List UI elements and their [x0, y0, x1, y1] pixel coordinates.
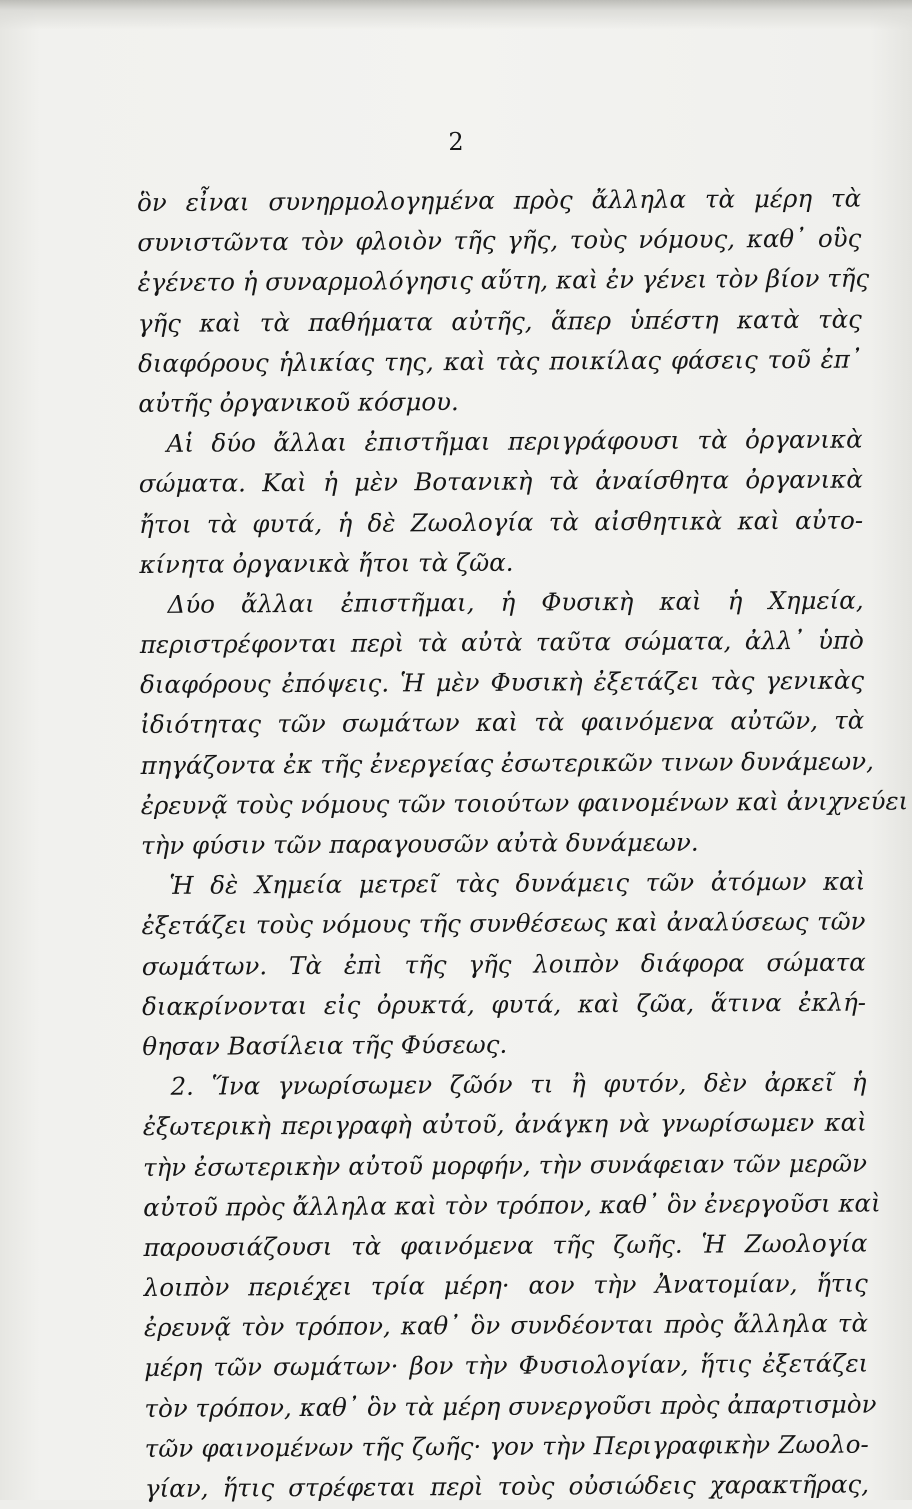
text-line: Αἱ δύο ἄλλαι ἐπιστῆμαι περιγράφουσι τὰ ὀργανικὰ — [166, 424, 863, 458]
text-line: αὐτοῦ πρὸς ἄλληλα καὶ τὸν τρόπον, καθ᾽ ὃν ἐνεργοῦσι καὶ — [143, 1188, 881, 1222]
text-line: ἤτοι τὰ φυτά, ἡ δὲ Ζωολογία τὰ αἰσθητικὰ καὶ αὐτο- — [138, 505, 864, 539]
text-line: Δύο ἄλλαι ἐπιστῆμαι, ἡ Φυσικὴ καὶ ἡ Χημεία, — [167, 585, 864, 619]
text-line: τὴν φύσιν τῶν παραγουσῶν αὐτὰ δυνάμεων. — [140, 827, 699, 860]
text-line: ὃν εἶναι συνηρμολογημένα πρὸς ἄλληλα τὰ μέρη τὰ — [137, 183, 862, 217]
text-line: θησαν Βασίλεια τῆς Φύσεως. — [142, 1029, 508, 1061]
text-line: διαφόρους ἡλικίας της, καὶ τὰς ποικίλας φάσεις τοῦ ἐπ᾽ — [138, 344, 863, 378]
text-line: τὸν τρόπον, καθ᾽ ὃν τὰ μέρη συνεργοῦσι πρὸς ἀπαρτισμὸν — [144, 1389, 877, 1423]
text-line: ἐξωτερικὴ περιγραφὴ αὐτοῦ, ἀνάγκη νὰ γνωρίσωμεν καὶ — [142, 1107, 867, 1142]
text-line: περιστρέφονται περὶ τὰ αὐτὰ ταῦτα σώματα, ἀλλ᾽ ὑπὸ — [139, 625, 864, 660]
text-line: σώματα. Καὶ ἡ μὲν Βοτανικὴ τὰ ἀναίσθητα ὀργανικὰ — [138, 464, 863, 499]
text-line: ἐρευνᾷ τὸν τρόπον, καθ᾽ ὃν συνδέονται πρὸς ἄλληλα τὰ — [143, 1308, 869, 1343]
text-line: 2. Ἵνα γνωρίσωμεν ζῶόν τι ἢ φυτόν, δὲν ἀρκεῖ ἡ — [170, 1067, 867, 1101]
text-line: συνιστῶντα τὸν φλοιὸν τῆς γῆς, τοὺς νόμους, καθ᾽ οὓς — [137, 223, 862, 258]
text-line: τῶν φαινομένων τῆς ζωῆς· γον τὴν Περιγραφικὴν Ζωολο- — [144, 1429, 869, 1463]
text-line: τὴν ἐσωτερικὴν αὐτοῦ μορφήν, τὴν συνάφειαν τῶν μερῶν — [142, 1148, 868, 1182]
text-line: αὐτῆς ὀργανικοῦ κόσμου. — [138, 386, 459, 418]
text-line: πηγάζοντα ἐκ τῆς ἐνεργείας ἐσωτερικῶν τινων δυνάμεων, — [140, 746, 875, 780]
text-line: ἐγένετο ἡ συναρμολόγησις αὕτη, καὶ ἐν γένει τὸν βίον τῆς — [137, 263, 870, 298]
text-line: μέρη τῶν σωμάτων· βον τὴν Φυσιολογίαν, ἥτις ἐξετάζει — [144, 1348, 869, 1383]
text-line: Ἡ δὲ Χημεία μετρεῖ τὰς δυνάμεις τῶν ἀτόμων καὶ — [169, 866, 866, 901]
text-line: διαφόρους ἐπόψεις. Ἡ μὲν Φυσικὴ ἐξετάζει τὰς γενικὰς — [139, 665, 865, 700]
text-line: παρουσιάζουσι τὰ φαινόμενα τῆς ζωῆς. Ἡ Ζωολογία — [143, 1228, 868, 1262]
text-line: γῆς καὶ τὰ παθήματα αὐτῆς, ἅπερ ὑπέστη κατὰ τὰς — [137, 304, 862, 338]
body-text — [137, 179, 909, 1509]
text-line: λοιπὸν περιέχει τρία μέρη· αον τὴν Ἀνατομίαν, ἥτις — [143, 1268, 868, 1303]
text-line: ἐξετάζει τοὺς νόμους τῆς συνθέσεως καὶ ἀναλύσεως τῶν — [141, 906, 866, 941]
text-line: ἐρευνᾷ τοὺς νόμους τῶν τοιούτων φαινομένων καὶ ἀνιχνεύει — [140, 786, 909, 820]
page-number: 2 — [448, 128, 464, 156]
text-line: ἰδιότητας τῶν σωμάτων καὶ τὰ φαινόμενα αὐτῶν, τὰ — [140, 706, 865, 740]
text-line: διακρίνονται εἰς ὀρυκτά, φυτά, καὶ ζῶα, ἅτινα ἐκλή- — [141, 987, 867, 1021]
text-line: κίνητα ὀργανικὰ ἤτοι τὰ ζῶα. — [139, 547, 514, 579]
text-line: σωμάτων. Τὰ ἐπὶ τῆς γῆς λοιπὸν διάφορα σώματα — [141, 947, 866, 981]
text-line: γίαν, ἥτις στρέφεται περὶ τοὺς οὐσιώδεις χαρακτῆρας, — [144, 1469, 870, 1503]
top-edge-shadow — [0, 0, 912, 30]
